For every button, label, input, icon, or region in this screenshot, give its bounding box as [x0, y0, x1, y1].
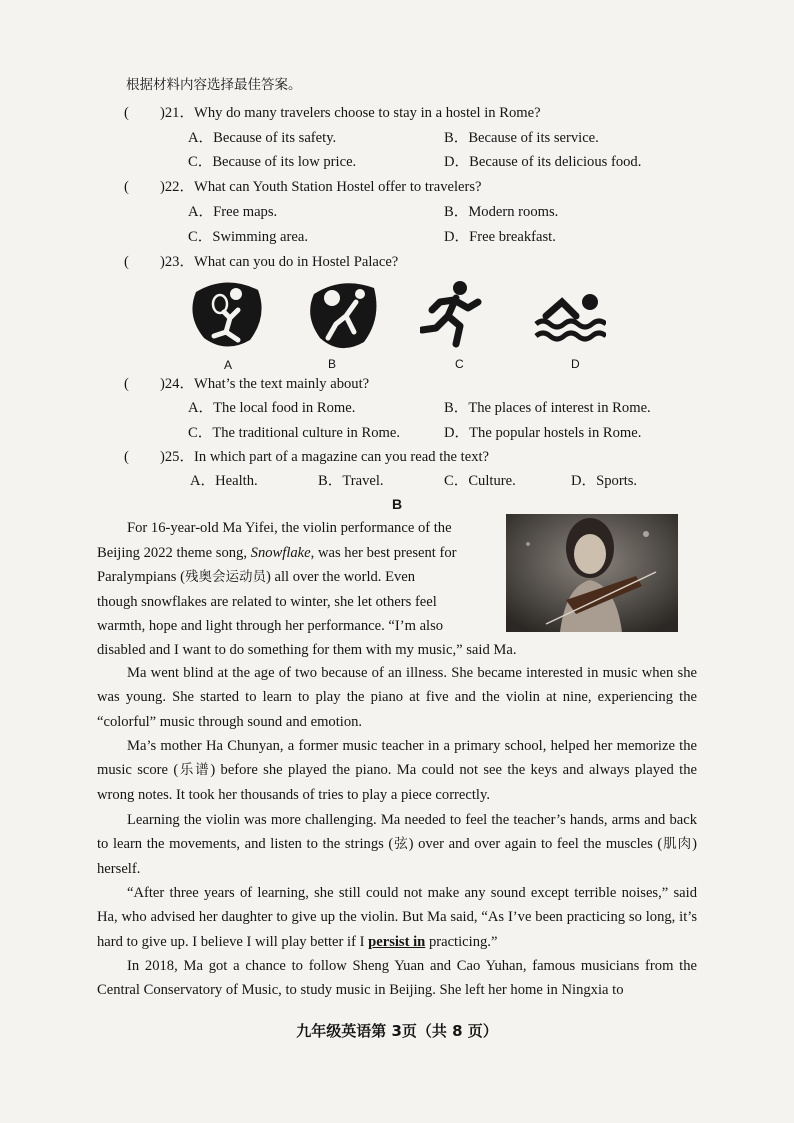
answer-bracket: ( — [124, 254, 129, 270]
paragraph: Ma went blind at the age of two because of an illness. She became interested in music when she was young. She started to learn to play the piano at five and the violin at nine, experiencing the “colorful” music through sound and emotion. — [97, 665, 697, 730]
passage-line: Beijing 2022 theme song, Snowflake, was her best present for — [97, 545, 457, 561]
option-d: D．Because of its delicious food. — [444, 154, 642, 170]
answer-bracket: ( — [124, 376, 129, 392]
option-b: B．Because of its service. — [444, 130, 599, 146]
option-b: B．Travel. — [318, 473, 384, 489]
icon-label-c: C — [455, 357, 464, 371]
option-c: C．Because of its low price. — [188, 154, 357, 170]
tennis-icon — [186, 280, 268, 350]
option-a: A．Free maps. — [188, 204, 278, 220]
option-c: C．Culture. — [444, 473, 516, 489]
answer-bracket: ( — [124, 449, 129, 465]
instruction: 根据材料内容选择最佳答案。 — [126, 77, 302, 93]
underlined-phrase: persist in — [368, 933, 426, 950]
passage-line: disabled and I want to do something for them with my music,” said Ma. — [97, 642, 517, 658]
volleyball-icon — [306, 278, 382, 352]
swimming-icon — [532, 290, 606, 344]
question-text: )24．What’s the text mainly about? — [160, 376, 370, 392]
icon-label-b: B — [328, 357, 337, 371]
icon-label-d: D — [571, 357, 580, 371]
question-text: )25．In which part of a magazine can you read the text? — [160, 449, 490, 465]
paragraph: Learning the violin was more challenging. Ma needed to feel the teacher’s hands, arms and back to learn the movements, and listen to the strings (弦) over and over again to feel the muscles (肌肉) herself. — [97, 812, 698, 877]
option-a: A．Health. — [190, 473, 258, 489]
passage-line: For 16-year-old Ma Yifei, the violin performance of the — [127, 520, 452, 536]
option-b: B．The places of interest in Rome. — [444, 400, 651, 416]
passage-line: Paralympians (残奥会运动员) all over the world. Even — [97, 569, 416, 585]
passage-line: warmth, hope and light through her performance. “I’m also — [97, 618, 444, 634]
running-icon — [420, 280, 486, 348]
option-c: C．The traditional culture in Rome. — [188, 425, 400, 441]
passage-line: though snowflakes are related to winter, she let others feel — [97, 594, 437, 610]
option-d: D．Sports. — [571, 473, 638, 489]
question-text: )22．What can Youth Station Hostel offer to travelers? — [160, 179, 482, 195]
option-b: B．Modern rooms. — [444, 204, 559, 220]
option-a: A．The local food in Rome. — [188, 400, 356, 416]
song-title: Snowflake — [250, 545, 311, 561]
option-a: A．Because of its safety. — [188, 130, 337, 146]
paragraph: Ma’s mother Ha Chunyan, a former music teacher in a primary school, helped her memorize the music score (乐谱) before she played the piano. Ma could not see the keys and always played the wrong notes. It took her thousands of tries to play a piece correctly. — [97, 738, 698, 803]
icon-label-a: A — [224, 358, 233, 372]
option-d: D．The popular hostels in Rome. — [444, 425, 642, 441]
section-heading: B — [392, 496, 403, 512]
paragraph: In 2018, Ma got a chance to follow Sheng Yuan and Cao Yuhan, famous musicians from the Central Conservatory of Music, to study music in Beijing. She left her home in Ningxia to — [97, 958, 697, 999]
option-c: C．Swimming area. — [188, 229, 308, 245]
question-text: )21．Why do many travelers choose to stay in a hostel in Rome? — [160, 105, 541, 121]
answer-bracket: ( — [124, 105, 129, 121]
question-text: )23．What can you do in Hostel Palace? — [160, 254, 399, 270]
page-footer: 九年级英语第 3页（共 8 页） — [296, 1022, 498, 1040]
violinist-photo — [506, 514, 678, 632]
answer-bracket: ( — [124, 179, 129, 195]
paragraph: “After three years of learning, she still could not make any sound except terrible noises,” said Ha, who advised her daughter to give up the violin. But Ma said, “As I’ve been practicing so long, it’s hard to give up. I believe I will play better if I persist in practicing.” — [97, 885, 697, 950]
option-d: D．Free breakfast. — [444, 229, 556, 245]
